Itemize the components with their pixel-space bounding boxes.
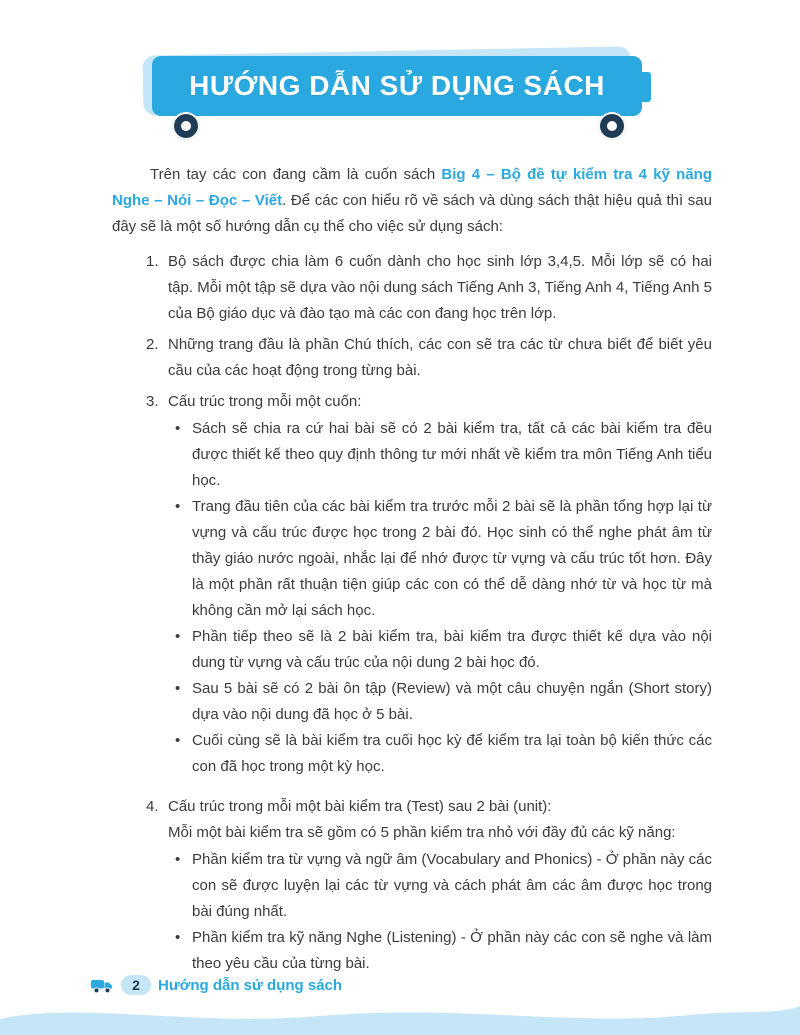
truck-icon [90, 977, 114, 994]
bus-wheel-left-icon [172, 112, 200, 140]
item-number: 1. [146, 253, 159, 270]
bullet-icon: • [175, 420, 181, 437]
bullet-item [168, 925, 712, 977]
list-item-3 [112, 389, 712, 780]
bullet-text: Phần tiếp theo sẽ là 2 bài kiểm tra, bài kiểm tra được thiết kế dựa vào nội dung từ vựng và cấu trúc của nội dung 2 bài học đó. [192, 628, 712, 671]
bullet-item [168, 624, 712, 676]
bullet-icon: • [175, 628, 181, 645]
intro-paragraph [112, 162, 712, 240]
item-subtext: Mỗi một bài kiểm tra sẽ gồm có 5 phần kiểm tra nhỏ với đầy đủ các kỹ năng: [168, 824, 676, 841]
header-banner [152, 56, 648, 136]
item-text: Cấu trúc trong mỗi một cuốn: [168, 393, 362, 410]
footer-label: Hướng dẫn sử dụng sách [158, 976, 343, 994]
bullet-icon: • [175, 851, 181, 868]
bullet-text: Phần kiểm tra kỹ năng Nghe (Listening) - Ở phần này các con sẽ nghe và làm theo yêu cầu của từng bài. [192, 929, 712, 972]
item-number: 3. [146, 393, 159, 410]
bullet-list [168, 416, 712, 780]
item-number: 2. [146, 336, 159, 353]
bullet-list [168, 847, 712, 977]
bullet-icon: • [175, 929, 181, 946]
intro-text-1: Trên tay các con đang cầm là cuốn sách [150, 166, 442, 183]
page-number-badge: 2 [121, 975, 151, 995]
list-item-1 [112, 249, 712, 327]
bus-wheel-right-icon [598, 112, 626, 140]
page-title: HƯỚNG DẪN SỬ DỤNG SÁCH [189, 70, 605, 101]
item-text: Những trang đầu là phần Chú thích, các con sẽ tra các từ chưa biết để biết yêu cầu của các hoạt động trong từng bài. [168, 336, 712, 379]
bullet-item [168, 676, 712, 728]
bullet-item [168, 847, 712, 925]
bullet-text: Cuối cùng sẽ là bài kiểm tra cuối học kỳ để kiểm tra lại toàn bộ kiến thức các con đã học trong một kỳ học. [192, 732, 712, 775]
book-title-highlight: Big 4 – Bộ đề tự kiểm tra 4 kỹ năng Nghe – Nói – Đọc – Viết [112, 166, 712, 209]
content [112, 162, 712, 977]
bullet-item [168, 416, 712, 494]
bus-banner [152, 56, 642, 116]
bullet-icon: • [175, 732, 181, 749]
intro-text-2: . Để các con hiểu rõ về sách và dùng sách thật hiệu quả thì sau đây sẽ là một số hướng dẫn cụ thể cho việc sử dụng sách: [112, 192, 712, 235]
bullet-icon: • [175, 498, 181, 515]
item-text: Bộ sách được chia làm 6 cuốn dành cho học sinh lớp 3,4,5. Mỗi lớp sẽ có hai tập. Mỗi một tập sẽ dựa vào nội dung sách Tiếng Anh 3, Tiếng Anh 4, Tiếng Anh 5 của Bộ giáo dục và đào tạo mà các con đang học trên lớp. [168, 253, 712, 322]
bullet-text: Sau 5 bài sẽ có 2 bài ôn tập (Review) và một câu chuyện ngắn (Short story) dựa vào nội dung đã học ở 5 bài. [192, 680, 712, 723]
bullet-text: Sách sẽ chia ra cứ hai bài sẽ có 2 bài kiểm tra, tất cả các bài kiểm tra đều được thiết kế theo quy định thông tư mới nhất về kiểm tra môn Tiếng Anh tiểu học. [192, 420, 712, 489]
bullet-text: Trang đầu tiên của các bài kiểm tra trước mỗi 2 bài sẽ là phần tổng hợp lại từ vựng và cấu trúc được học trong 2 bài đó. Học sinh có thể nghe phát âm từ thầy giáo nước ngoài, nhắc lại để nhớ được từ vựng và cấu trúc tốt hơn. Đây là một phần rất thuận tiện giúp các con có thể dễ dàng nhớ từ và học từ mà không cần mở lại sách học. [192, 498, 712, 619]
instruction-list [112, 249, 712, 977]
footer [90, 975, 342, 995]
bullet-text: Phần kiểm tra từ vựng và ngữ âm (Vocabulary and Phonics) - Ở phần này các con sẽ được luyện lại các từ vựng và cách phát âm các âm được học trong bài đúng nhất. [192, 851, 712, 920]
list-item-4 [112, 794, 712, 977]
list-item-2 [112, 332, 712, 384]
bullet-icon: • [175, 680, 181, 697]
bullet-item [168, 494, 712, 624]
item-text: Cấu trúc trong mỗi một bài kiểm tra (Test) sau 2 bài (unit): [168, 798, 552, 815]
footer-wave [0, 993, 800, 1035]
bullet-item [168, 728, 712, 780]
item-number: 4. [146, 798, 159, 815]
